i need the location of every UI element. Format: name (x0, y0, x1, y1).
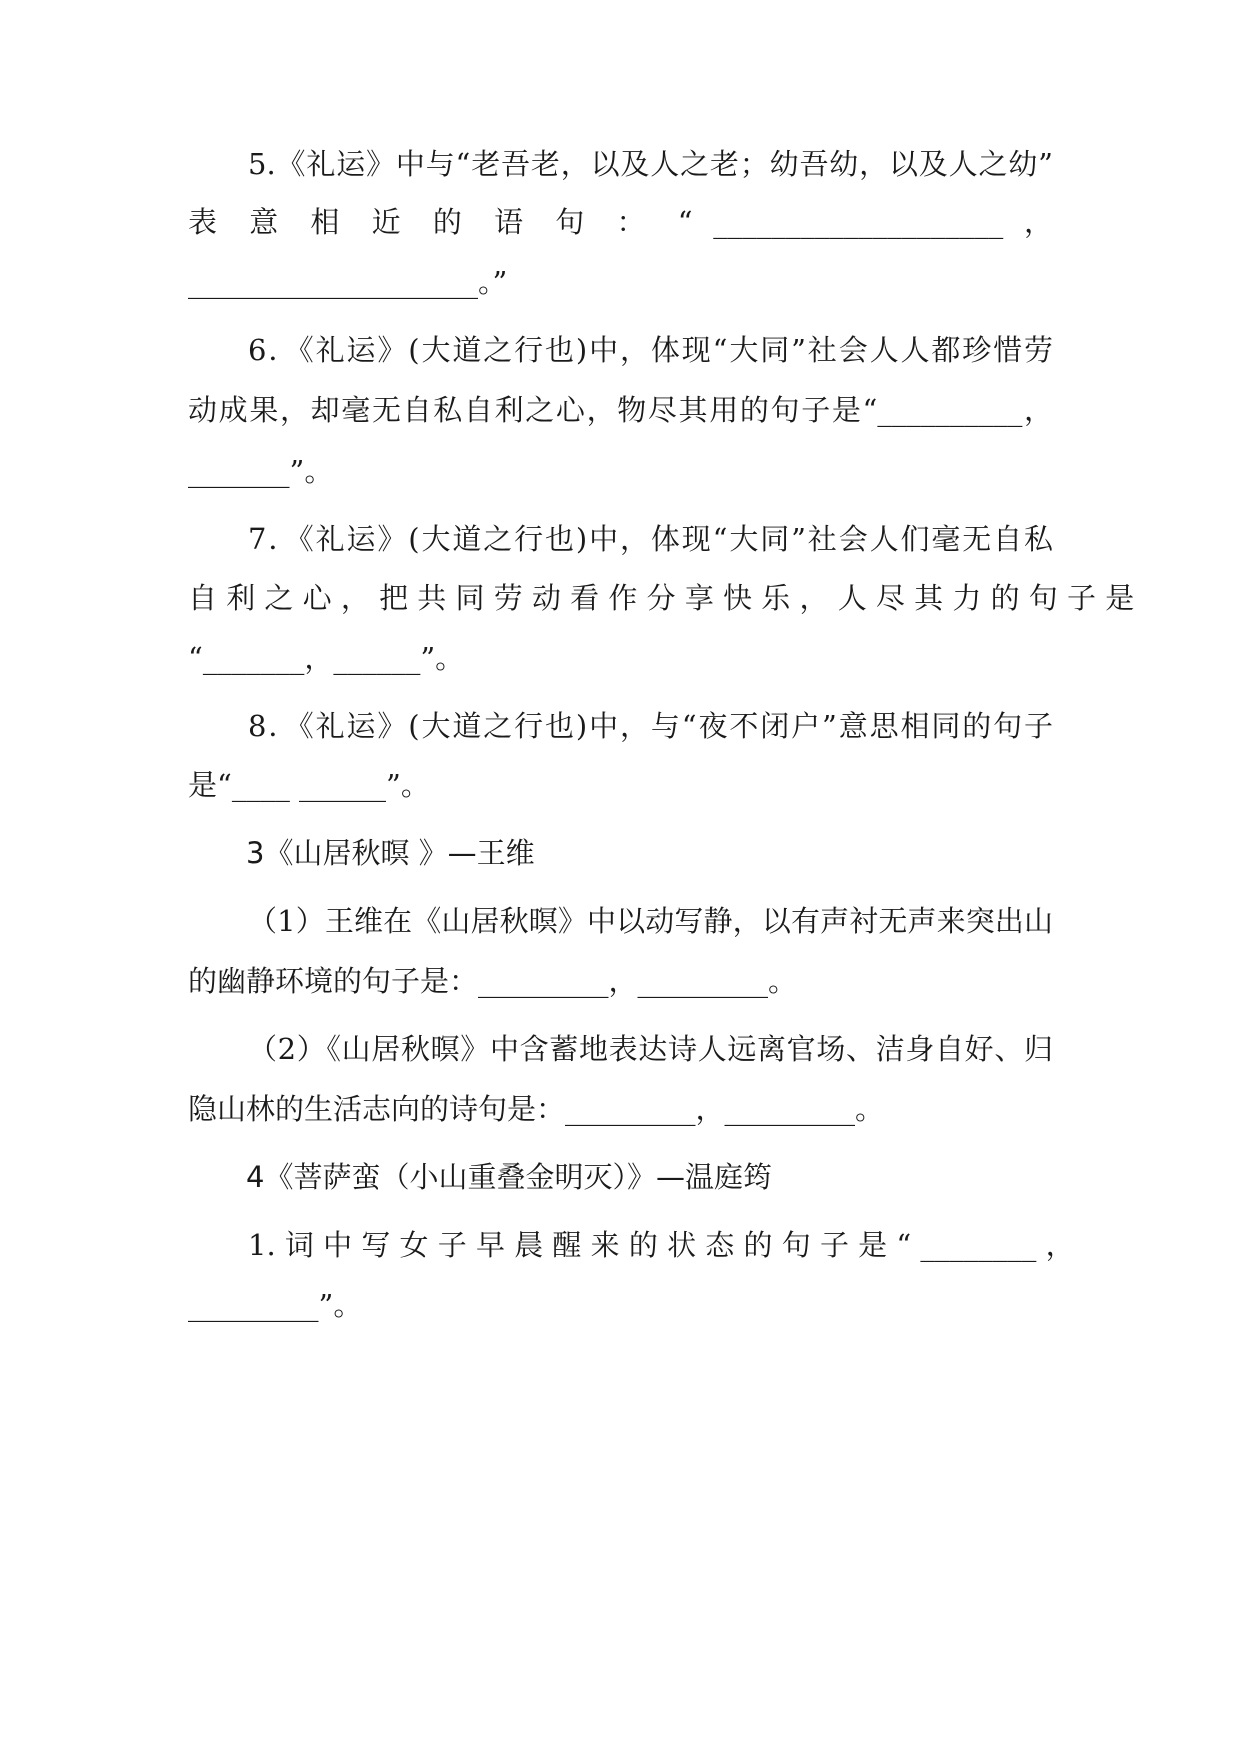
question-5-line-1: 5.《礼运》中与“老吾老，以及人之老；幼吾幼，以及人之幼” (248, 147, 1053, 181)
question-6-line-1: 6．《礼运》(大道之行也)中，体现“大同”社会人人都珍惜劳 (248, 333, 1053, 367)
section-4-heading: 4《菩萨蛮（小山重叠金明灭）》—温庭筠 (246, 1160, 772, 1194)
question-8-line-1: 8．《礼运》(大道之行也)中，与“夜不闭户”意思相同的句子 (248, 709, 1053, 743)
question-7-line-3: “_______，______”。 (188, 641, 465, 675)
question-8-line-2: 是“____ ______”。 (188, 768, 430, 802)
question-5-line-2: 表 意 相 近 的 语 句 ： “ ____________________ ， (188, 205, 1053, 239)
section-4-question-1-line-1: 1. 词 中 写 女 子 早 晨 醒 来 的 状 态 的 句 子 是 “ ________ ， (248, 1228, 1075, 1262)
section-4-question-1-line-2: _________”。 (188, 1288, 363, 1322)
question-6-line-3: _______”。 (188, 454, 334, 488)
section-3-heading: 3《山居秋暝 》—王维 (246, 836, 535, 870)
question-6-line-2: 动成果，却毫无自私自利之心，物尽其用的句子是“__________， (188, 393, 1053, 427)
section-3-question-2-line-2: 隐山林的生活志向的诗句是：_________，_________。 (188, 1092, 885, 1126)
section-3-question-2-line-1: （2）《山居秋暝》中含蓄地表达诗人远离官场、洁身自好、归 (248, 1032, 1053, 1066)
question-5-line-3: ____________________。” (188, 265, 508, 299)
section-3-question-1-line-1: （1）王维在《山居秋暝》中以动写静，以有声衬无声来突出山 (248, 904, 1053, 938)
question-7-line-2: 自 利 之 心 ， 把 共 同 劳 动 看 作 分 享 快 乐 ， 人 尽 其 力 的 句 子 是 (188, 581, 1135, 615)
section-3-question-1-line-2: 的幽静环境的句子是：_________，_________。 (188, 964, 798, 998)
question-7-line-1: 7．《礼运》(大道之行也)中，体现“大同”社会人们毫无自私 (248, 522, 1053, 556)
